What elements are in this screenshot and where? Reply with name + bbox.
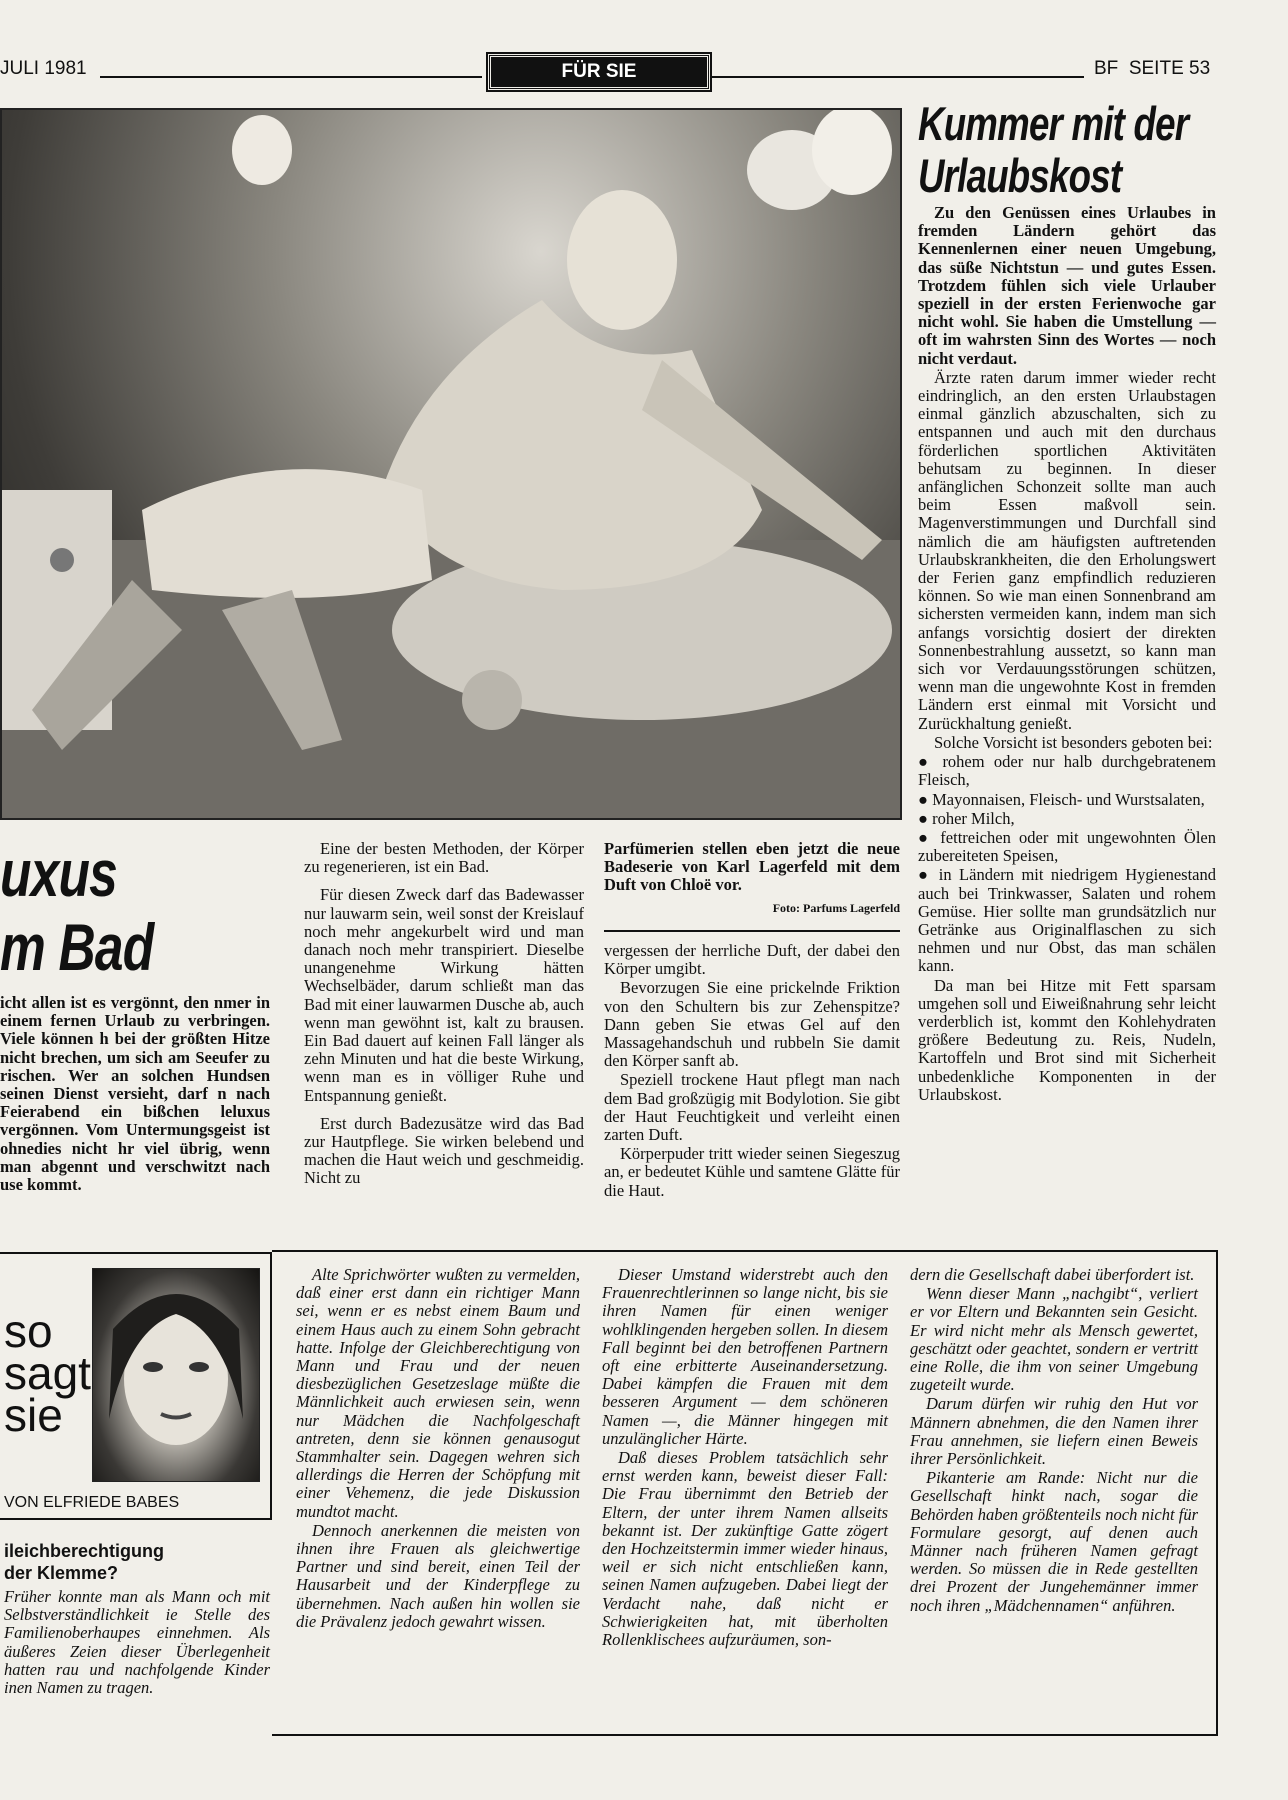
column-paragraph: Daß dieses Problem tatsächlich sehr ernst werden kann, beweist dieser Fall: Die Frau übernimmt den Betrieb der Eltern, der unter ihrem Namen allseits bekannt ist. Der zukünftige Gatte zögert den Hochzeitstermin immer wieder hinaus, weil er sich nicht entschließen kann, seinen Namen aufzugeben. Dabei liegt der Verdacht nahe, daß nicht er Schwierigkeiten hat, mit überholten Rollenklischees aufzuräumen, son- xyxy=(602,1448,888,1650)
kummer-bullet: ● rohem oder nur halb durchgebratenem Fleisch, xyxy=(918,752,1217,790)
kummer-title xyxy=(918,98,1288,202)
column-title-line: sie xyxy=(4,1389,63,1441)
kummer-paragraph: Da man bei Hitze mit Fett sparsam umgehen soll und Eiweißnahrung sehr leicht verderblich ist, kommt den Kohlehydraten größere Bedeutung zu. Reis, Nudeln, Kartoffeln und Brot sind mit Sicherheit unbedenkliche Komponenten in der Urlaubskost. xyxy=(918,975,1216,1104)
author-portrait xyxy=(92,1268,260,1482)
column-paragraph: dern die Gesellschaft dabei überfordert ist. xyxy=(910,1265,1195,1284)
luxus-title xyxy=(0,836,300,984)
kummer-bullet-text: rohem oder nur halb durchgebratenem Fleisch, xyxy=(918,752,1217,790)
luxus-paragraph: Bevorzugen Sie eine prickelnde Friktion von den Schultern bis zur Zehenspitze? Dann geben Sie etwas Gel auf den Massagehandschuh und rubbeln Sie damit den Körper sanft ab. xyxy=(604,978,900,1071)
luxus-paragraph: vergessen der herrliche Duft, der dabei den Körper umgibt. xyxy=(604,941,900,979)
luxus-column-2 xyxy=(304,840,584,1189)
luxus-lead: icht allen ist es vergönnt, den nmer in einem fernen Urlaub zu verbringen. Viele können h bei der größten Hitze nicht brechen, um sich am Seeufer zu rischen. Wer an solchen Hundsen seinen Dienst versieht, darf n nach Feierabend ein bißchen leluxus vergönnen. Vom Untermungsgeist ist ohnedies nicht hr viel übrig, wenn man abgennt und verschwitzt nach use kommt. xyxy=(0,993,270,1195)
bath-photo xyxy=(0,108,902,820)
kummer-paragraph: Solche Vorsicht ist besonders geboten bei: xyxy=(934,732,1213,752)
column-byline: VON ELFRIEDE BABES xyxy=(4,1494,180,1511)
kummer-bullet: ● roher Milch, xyxy=(918,808,1015,828)
column-title-line: so xyxy=(4,1305,53,1357)
column-paragraph: Alte Sprichwörter wußten zu vermelden, daß einer erst dann ein richtiger Mann sei, wenn er es nebst einem Baum und einem Haus auch zu einem Sohn gebracht hatte. Infolge der Gleichberechtigung von Mann und Frau und der neuen diesbezüglichen Gesetzeslage müßte die Männlichkeit auch erwiesen sein, wenn nur Mädchen die Nachfolgeschaft antreten, denn sie können genausogut Stammhalter sein. Dagegen wehren sich allerdings die Herren der Schöpfung mit einer Vehemenz, die jede Diskussion mundtot macht. xyxy=(296,1265,580,1521)
section-label-text: FÜR SIE xyxy=(561,61,637,82)
luxus-paragraph: Für diesen Zweck darf das Badewasser nur lauwarm sein, weil sonst der Kreislauf noch mehr angekurbelt wird und man danach noch mehr transpiriert. Dieselbe unangenehme Wirkung hätten Wechselbäder, darum schließt man das Bad mit einer lauwarmen Dusche ab, auch wenn man gewöhnt ist, kalt zu brausen. Ein Bad dauert auf keinen Fall länger als zehn Minuten und hat die beste Wirkung, wenn man es in völliger Ruhe und Entspannung genießt. xyxy=(304,885,584,1105)
kummer-lead: Zu den Genüssen eines Urlaubes in fremden Ländern gehört das Kennenlernen einer neuen Umgebung, das süße Nichtstun — und gutes Essen. Trotzdem fühlen sich viele Urlauber speziell in der ersten Ferienwoche gar nicht wohl. Sie haben die Umstellung — oft im wahrsten Sinn des Wortes — noch nicht verdaut. xyxy=(918,203,1216,368)
kummer-bullet-text: roher Milch, xyxy=(932,808,1015,828)
luxus-title-line1: uxus xyxy=(0,836,118,910)
column-paragraph: Wenn dieser Mann „nachgibt“, verliert er vor Eltern und Bekannten sein Gesicht. Er wird nicht mehr als Mensch gewertet, geschätzt oder geachtet, sondern er vertritt eine Rolle, die ihm von seiner Umgebung zugeteilt wurde. xyxy=(910,1284,1198,1395)
kummer-bullet: ● fettreichen oder mit ungewohnten Ölen zubereiteten Speisen, xyxy=(918,827,1217,866)
luxus-column-3 xyxy=(604,942,900,1201)
column-paragraph: Dennoch anerkennen die meisten von ihnen ihre Frauen als gleichwertige Partner und sind bereit, einen Teil der Hausarbeit und der Kinderpflege zu übernehmen. Nach außen hin wollen sie die Prävalenz jedoch gewahrt wissen. xyxy=(296,1520,580,1631)
luxus-paragraph: Erst durch Badezusätze wird das Bad zur Hautpflege. Sie wirken belebend und machen die Haut weich und geschmeidig. Nicht zu xyxy=(304,1113,584,1188)
section-label xyxy=(488,54,710,90)
caption-rule xyxy=(604,930,900,932)
kummer-bullet-text: fettreichen oder mit ungewohnten Ölen zubereiteten Speisen, xyxy=(918,827,1217,866)
kummer-paragraph: Ärzte raten darum immer wieder recht eindringlich, an den ersten Urlaubstagen einmal gänzlich abzuschalten, sich zu entspannen und auch mit den durchaus förderlichen sportlichen Aktivitäten behutsam zu beginnen. In dieser anfänglichen Schonzeit sollte man auch beim Essen maßvoll sein. Magenverstimmungen und Durchfall sind nämlich die am häufigsten auftretenden Urlaubskrankheiten, die den Erholungswert der Ferien ganz empfindlich reduzieren können. So wie man einen Sonnenbrand am sichersten vermeiden kann, indem man sich anfangs vorsichtig dosiert der direkten Sonnenbestrahlung aussetzt, so kann man sich vor Verdauungsstörungen schützen, wenn man die ungewohnte Kost in fremden Ländern erst einmal mit Vorsicht und Zurückhaltung genießt. xyxy=(918,367,1216,733)
page-number: BF SEITE 53 xyxy=(1094,58,1211,79)
photo-credit: Foto: Parfums Lagerfeld xyxy=(772,900,900,915)
kummer-bullet: ● in Ländern mit niedrigem Hygienestand auch bei Trinkwasser, Salaten und rohem Gemüse. Hier sollte man grundsätzlich nur Getränke aus Originalflaschen zu sich nehmen und nur Obst, das man schälen kann. xyxy=(918,865,1216,976)
luxus-paragraph: Körperpuder tritt wieder seinen Siegeszug an, er bedeutet Kühle und samtene Glätte für die Haut. xyxy=(604,1144,900,1200)
header-rule-right xyxy=(712,76,1084,78)
column-body-3 xyxy=(910,1266,1198,1616)
luxus-title-line2: m Bad xyxy=(0,910,154,984)
column-paragraph: Dieser Umstand widerstrebt auch den Frauenrechtlerinnen so lange nicht, bis sie ihren Namen für einen weniger wohlklingenden hergeben sollen. In diesem Fall beginnt bei den betroffenen Partnern oft eine erbitterte Auseinandersetzung. Dabei kämpfen die Frauen mit dem besseren Argument — dem schöneren Namen —, die Männer hingegen mit unzulänglicher Härte. xyxy=(602,1265,888,1448)
photo-caption xyxy=(604,840,900,916)
column-body-2 xyxy=(602,1266,888,1650)
luxus-paragraph: Speziell trockene Haut pflegt man nach dem Bad großzügig mit Bodylotion. Sie gibt der Haut Feuchtigkeit und verleiht einen zarten Duft. xyxy=(604,1070,900,1145)
column-paragraph: Darum dürfen wir ruhig den Hut vor Männern abnehmen, die den Namen ihrer Frau annehmen, sie liefern einen Beweis ihrer Persönlichkeit. xyxy=(910,1394,1198,1469)
luxus-paragraph: Eine der besten Methoden, der Körper zu regenerieren, ist ein Bad. xyxy=(304,839,584,877)
column-body-1 xyxy=(296,1266,580,1632)
kummer-title-line1: Kummer mit der xyxy=(918,97,1189,150)
kummer-bullet-text: in Ländern mit niedrigem Hygienestand auch bei Trinkwasser, Salaten und rohem Gemüse. Hier sollte man grundsätzlich nur Getränke aus Originalflaschen zu sich nehmen und nur Obst, das man schälen kann. xyxy=(918,865,1216,976)
author-portrait-illustration xyxy=(93,1269,259,1481)
kummer-bullet: ● Mayonnaisen, Fleisch- und Wurstsalaten, xyxy=(918,789,1205,809)
caption-text: Parfümerien stellen eben jetzt die neue Badeserie von Karl Lagerfeld mit dem Duft von Chloë vor. xyxy=(604,839,900,895)
kummer-bullet-text: Mayonnaisen, Fleisch- und Wurstsalaten, xyxy=(932,789,1205,809)
header-rule-left xyxy=(100,76,482,78)
kummer-title-line2: Urlaubskost xyxy=(918,149,1122,202)
column-lead: Früher konnte man als Mann och mit Selbstverständlichkeit ie Stelle des Familienoberhaupes einnehmen. Als äußeres Zeien dieser Überlegenheit hatten rau und nachfolgende Kinder inen Namen zu tragen. xyxy=(4,1587,270,1698)
column-title xyxy=(4,1305,91,1441)
column-headline: ileichberechtigung der Klemme? xyxy=(4,1541,165,1583)
column-paragraph: Pikanterie am Rande: Nicht nur die Gesellschaft hinkt nach, sogar die Behörden haben größtenteils noch nicht für Formulare gesorgt, auf denen auch Männer nach früheren Namen gefragt werden. So müssen die in Rede gestellten drei Prozent der Jungehemänner immer noch ihren „Mädchennamen“ anführen. xyxy=(910,1468,1198,1615)
kummer-body xyxy=(918,204,1216,1105)
column-title-line: sagt xyxy=(4,1347,91,1399)
issue-date: JULI 1981 xyxy=(0,58,87,79)
bath-photo-illustration xyxy=(2,110,900,818)
